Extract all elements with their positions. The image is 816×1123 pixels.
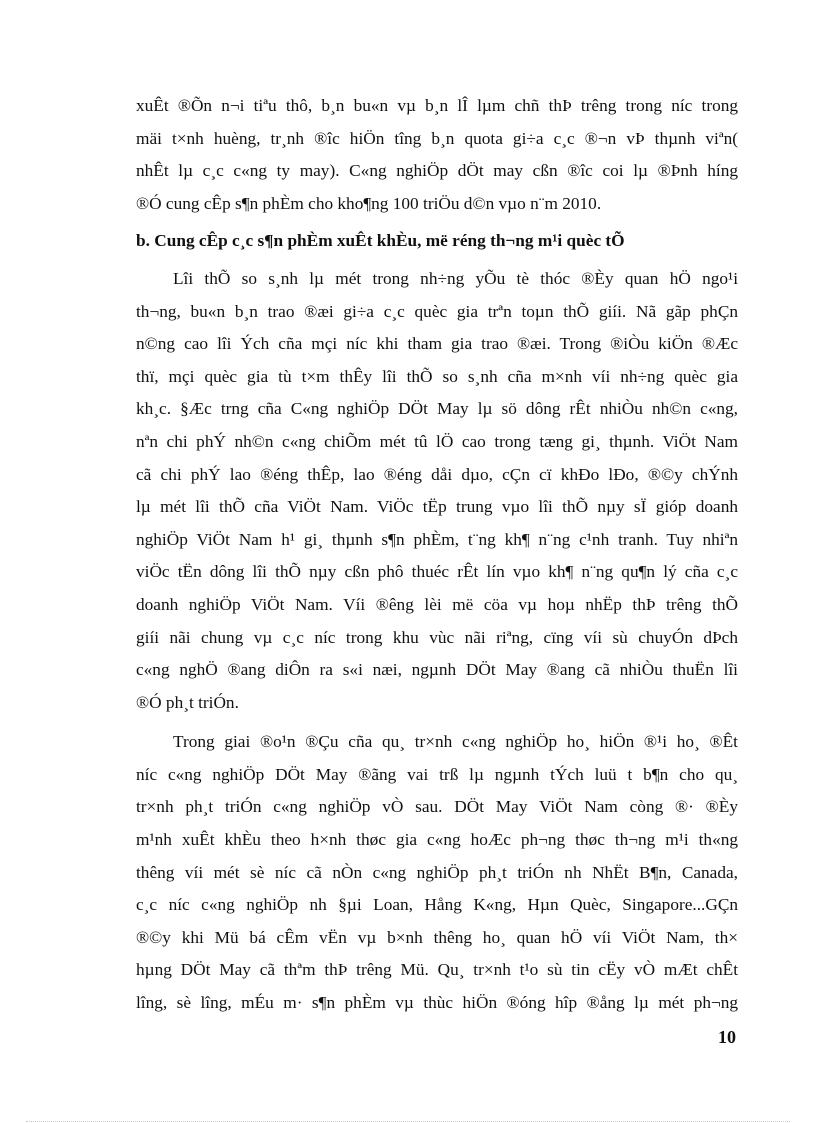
text-line: cã chi phÝ lao ®éng thÊp, lao ®éng dåi dµo, cÇn cï khÐo lÐo, ®©y chÝnh: [136, 464, 738, 484]
text-line: thêng víi mét sè níc cã nÒn c«ng nghiÖp ph¸t triÓn nh NhËt B¶n, Canada,: [136, 862, 738, 882]
paragraph-1: [136, 90, 738, 220]
text-line: th¬ng, bu«n b¸n trao ®æi gi÷a c¸c quèc gia trªn toµn thÕ giíi. Nã gãp phÇn: [136, 301, 738, 321]
text-line: nhÊt lµ c¸c c«ng ty may). C«ng nghiÖp dÖt may cßn ®îc coi lµ ®Þnh híng: [136, 161, 738, 181]
text-line: ®©y khi Mü bá cÊm vËn vµ b×nh thêng ho¸ quan hÖ víi ViÖt Nam, th×: [136, 927, 738, 947]
paragraph-3: [136, 726, 738, 1019]
text-line: c¸c níc c«ng nghiÖp nh §µi Loan, Hång K«ng, Hµn Quèc, Singapore...GÇn: [136, 895, 738, 915]
text-line: ®Ó ph¸t triÓn.: [136, 692, 239, 712]
text-line: thï, mçi quèc gia tù t×m thÊy lîi thÕ so s¸nh cña m×nh víi nh÷ng quèc gia: [136, 366, 738, 386]
text-line: lµ mét lîi thÕ cña ViÖt Nam. ViÖc tËp trung vµo lîi thÕ nµy sÏ gióp doanh: [136, 497, 738, 517]
text-line: giíi nãi chung vµ c¸c níc trong khu vùc nãi riªng, cïng víi sù chuyÓn dÞch: [136, 627, 738, 647]
text-line: tr×nh ph¸t triÓn c«ng nghiÖp vÒ sau. DÖt May ViÖt Nam còng ®· ®Èy: [136, 797, 738, 817]
text-line: Lîi thÕ so s¸nh lµ mét trong nh÷ng yÕu tè thóc ®Èy quan hÖ ngo¹i: [173, 268, 738, 288]
page-number: 10: [718, 1027, 736, 1047]
text-line: nghiÖp ViÖt Nam h¹ gi¸ thµnh s¶n phÈm, t¨ng kh¶ n¨ng c¹nh tranh. Tuy nhiªn: [136, 529, 738, 549]
text-line: m¹nh xuÊt khÈu theo h×nh thøc gia c«ng hoÆc ph¬ng thøc th¬ng m¹i th«ng: [136, 830, 738, 850]
text-line: xuÊt ®Õn n¬i tiªu thô, b¸n bu«n vµ b¸n lÎ lµm chñ thÞ trêng trong níc trong: [136, 96, 738, 115]
section-heading: b. Cung cÊp c¸c s¶n phÈm xuÊt khÈu, më réng th¬ng m¹i quèc tÕ: [136, 231, 625, 251]
text-line: doanh nghiÖp ViÖt Nam. Víi ®êng lèi më cöa vµ hoµ nhËp thÞ trêng thÕ: [136, 594, 738, 614]
text-line: nªn chi phÝ nh©n c«ng chiÕm mét tû lÖ cao trong tæng gi¸ thµnh. ViÖt Nam: [136, 431, 738, 451]
text-line: Trong giai ®o¹n ®Çu cña qu¸ tr×nh c«ng nghiÖp ho¸ hiÖn ®¹i ho¸ ®Êt: [173, 732, 738, 752]
paragraph-2: [136, 263, 738, 719]
text-line: lîng, sè lîng, mÉu m· s¶n phÈm vµ thùc hiÖn ®óng hîp ®ång lµ mét ph¬ng: [136, 993, 738, 1013]
body-text: [136, 90, 738, 1020]
text-line: hµng DÖt May cã thªm thÞ trêng Mü. Qu¸ tr×nh t¹o sù tin cËy vÒ mÆt chÊt: [136, 960, 738, 980]
page-bottom-divider: [26, 1121, 790, 1122]
text-line: ®Ó cung cÊp s¶n phÈm cho kho¶ng 100 triÖu d©n vµo n¨m 2010.: [136, 193, 602, 213]
text-line: mäi t×nh huèng, tr¸nh ®îc hiÖn tîng b¸n quota gi÷a c¸c ®¬n vÞ thµnh viªn(: [136, 128, 738, 148]
text-line: kh¸c. §Æc trng cña C«ng nghiÖp DÖt May lµ sö dông rÊt nhiÒu nh©n c«ng,: [136, 399, 738, 419]
text-line: níc c«ng nghiÖp DÖt May ®ãng vai trß lµ ngµnh tÝch luü t b¶n cho qu¸: [136, 764, 738, 784]
text-line: viÖc tËn dông lîi thÕ nµy cßn phô thuéc rÊt lín vµo kh¶ n¨ng qu¶n lý cña c¸c: [136, 562, 738, 582]
text-line: n©ng cao lîi Ých cña mçi níc khi tham gia trao ®æi. Trong ®iÒu kiÖn ®Æc: [136, 334, 738, 354]
text-line: c«ng nghÖ ®ang diÔn ra s«i næi, ngµnh DÖt May ®ang cã nhiÒu thuËn lîi: [136, 660, 738, 680]
